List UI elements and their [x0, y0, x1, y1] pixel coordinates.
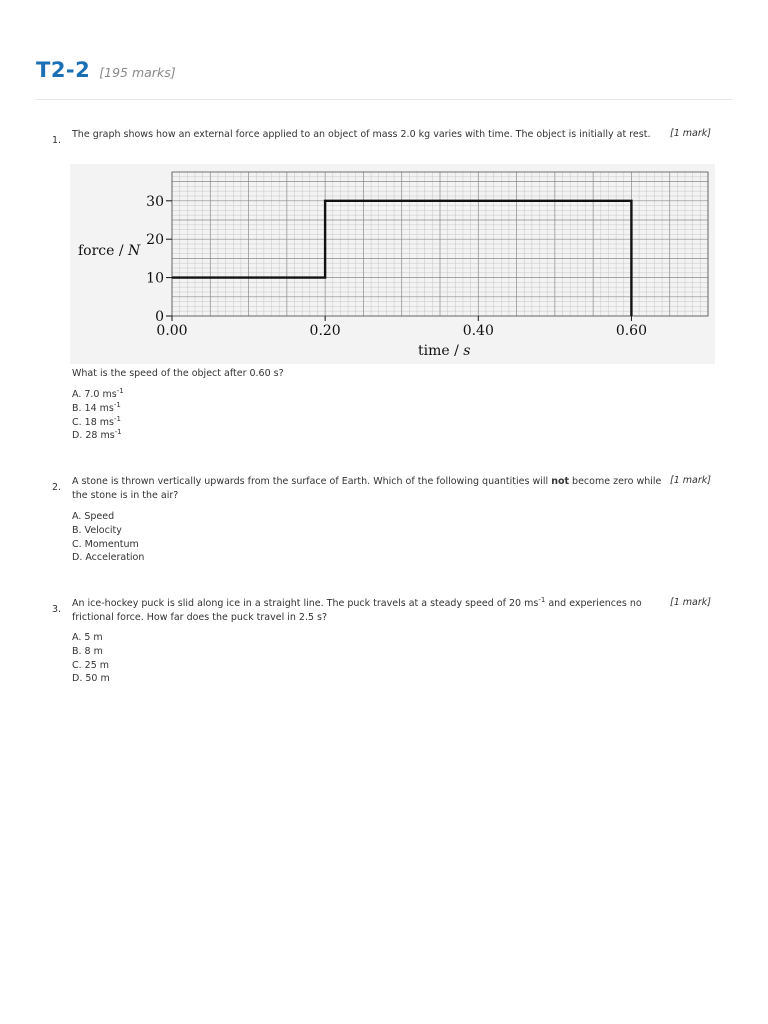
question-text: The graph shows how an external force applied to an object of mass 2.0 kg varies with time. The object is initially at rest. [72, 129, 651, 140]
question-text: An ice-hockey puck is slid along ice in a straight line. The puck travels at a steady speed of 20 $ms^{-1}$ and experiences no frictional force. How far does the puck travel in 2.5 s? [72, 596, 642, 623]
option-d[interactable]: D. 50 m [72, 673, 110, 685]
force-time-graph [70, 164, 715, 364]
question-number: 2. [52, 482, 62, 493]
question-marks: [1 mark] [670, 128, 711, 139]
question-text: A stone is thrown vertically upwards from the surface of Earth. Which of the following quantities will not become zero while the stone is in the air? [72, 476, 662, 501]
options-list [72, 631, 110, 686]
question-marks: [1 mark] [670, 597, 711, 608]
option-d[interactable]: D. Acceleration [72, 552, 145, 564]
question-marks: [1 mark] [670, 475, 711, 486]
y-tick-label: 0 [155, 309, 164, 325]
option-c[interactable]: C. Momentum [72, 538, 139, 550]
y-tick-label: 10 [146, 270, 164, 287]
x-tick-label: 0.20 [309, 323, 341, 339]
option-c[interactable]: C. 18 $ms^{-1}$ [72, 414, 121, 428]
x-tick-label: 0.00 [156, 323, 188, 339]
x-tick-label: 0.60 [615, 323, 648, 339]
option-d[interactable]: D. 28 $ms^{-1}$ [72, 428, 122, 442]
option-b[interactable]: B. 8 m [72, 645, 103, 657]
question-number: 3. [52, 604, 62, 615]
option-a[interactable]: A. 7.0 $ms^{-1}$ [72, 387, 124, 400]
y-axis-label: force / N [78, 243, 141, 259]
option-c[interactable]: C. 25 m [72, 659, 110, 671]
question-number: 1. [52, 135, 62, 146]
y-tick-label: 20 [146, 232, 164, 249]
sub-question: What is the speed of the object after 0.60 s? [72, 368, 284, 379]
header-divider [36, 99, 732, 100]
option-b[interactable]: B. 14 $ms^{-1}$ [72, 400, 121, 414]
x-axis-label: time / s [418, 343, 471, 359]
option-a[interactable]: A. 5 m [72, 632, 103, 643]
options-list [72, 388, 124, 443]
option-a[interactable]: A. Speed [72, 511, 115, 522]
option-b[interactable]: B. Velocity [72, 524, 122, 536]
total-marks: [195 marks] [99, 65, 176, 80]
page-title: T2-2 [36, 58, 91, 82]
page-header [36, 58, 176, 82]
y-tick-label: 30 [146, 193, 164, 210]
options-list [72, 510, 144, 565]
x-tick-label: 0.40 [462, 323, 494, 339]
